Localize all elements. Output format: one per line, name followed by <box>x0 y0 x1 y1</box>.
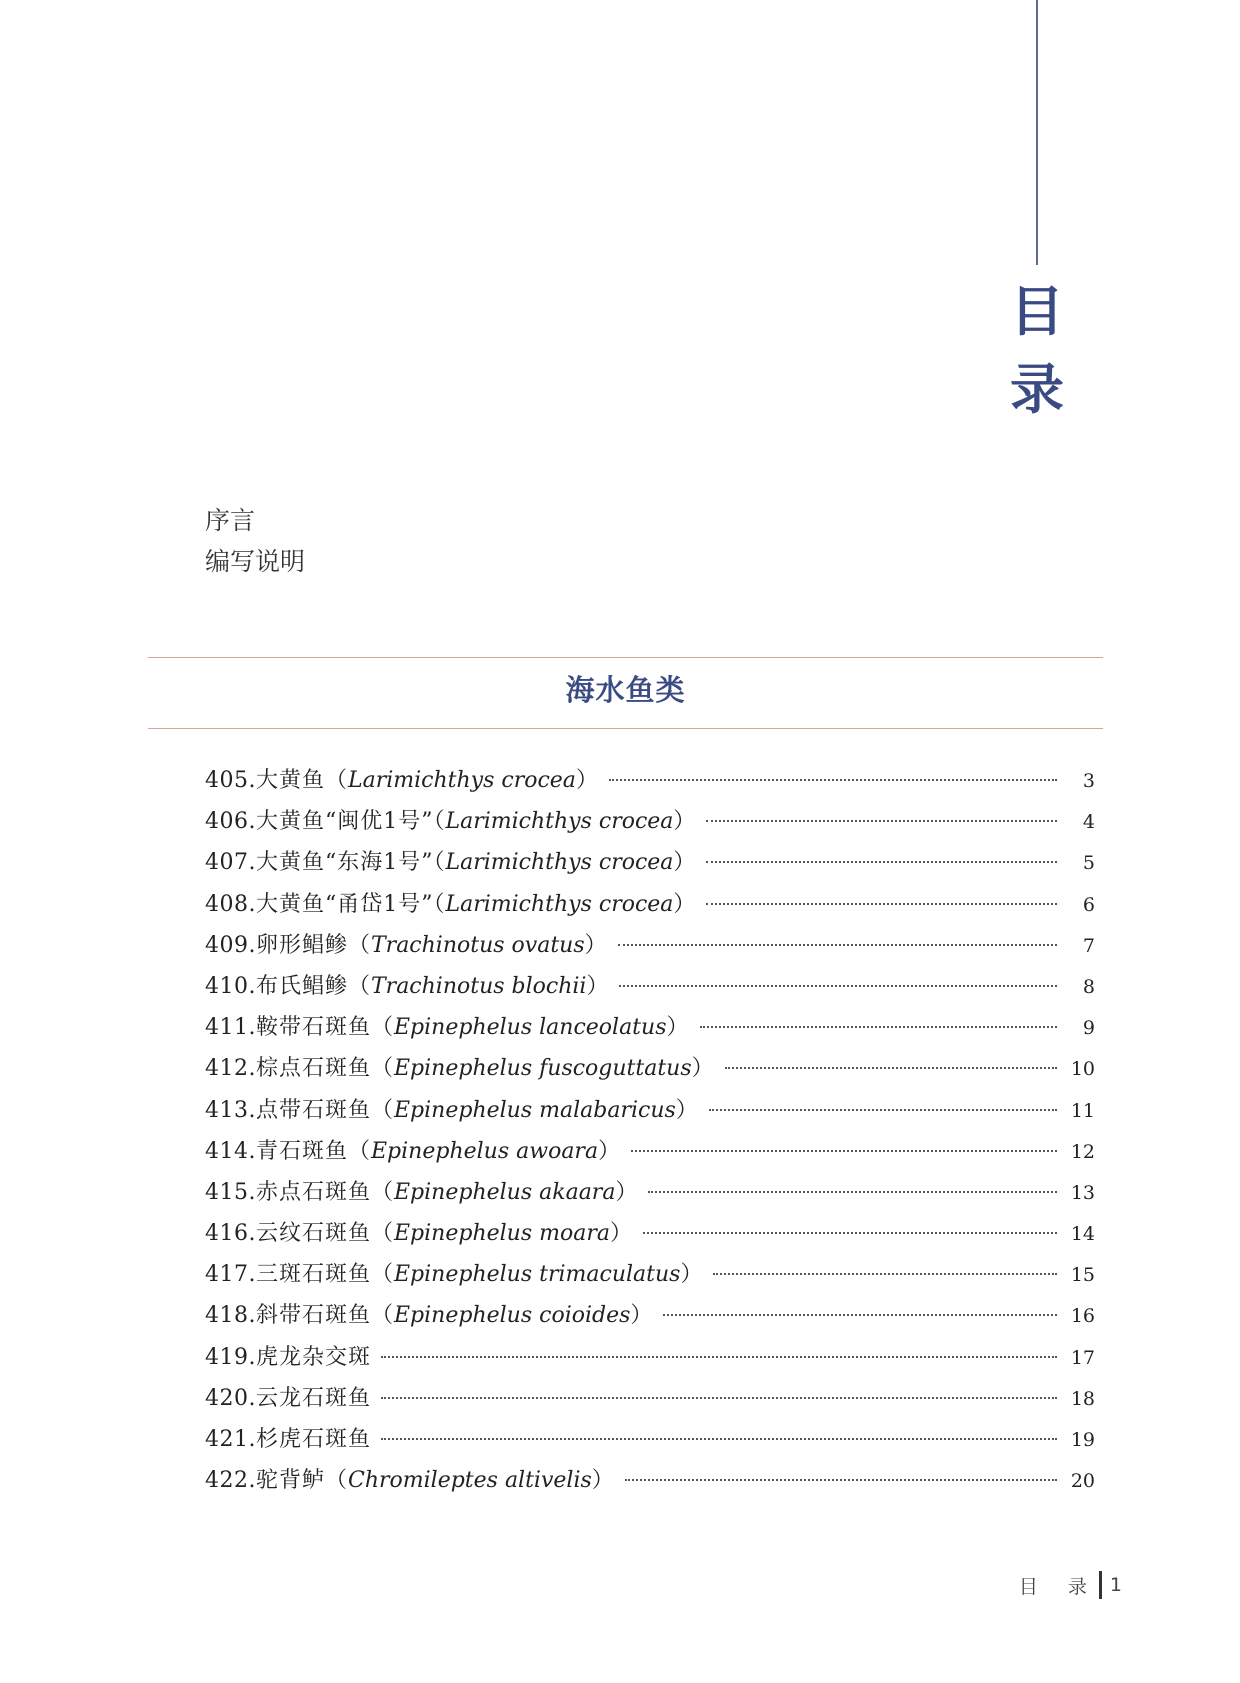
toc-leader-dots <box>700 1026 1057 1028</box>
toc-entry-latin-name: Epinephelus malabaricus <box>394 1097 676 1123</box>
toc-entry[interactable] <box>205 1422 1095 1463</box>
toc-entry[interactable] <box>205 1340 1095 1381</box>
toc-entry-chinese-name: 大黄鱼“闽优1号”（ <box>255 809 446 835</box>
toc-list <box>205 763 1095 1504</box>
page-title <box>1002 272 1072 428</box>
page-title-char-1: 目 <box>1010 279 1064 343</box>
toc-leader-dots <box>725 1067 1057 1069</box>
toc-entry-close-paren: ） <box>630 1303 654 1329</box>
toc-entry-page-number: 9 <box>1082 1017 1095 1040</box>
toc-entry-close-paren: ） <box>673 891 697 917</box>
section-rule-top <box>148 657 1103 658</box>
toc-entry-number: 412. <box>205 1056 256 1082</box>
toc-entry-number: 411. <box>205 1015 256 1041</box>
toc-entry-latin-name: Larimichthys crocea <box>445 809 674 835</box>
toc-entry[interactable] <box>205 1010 1095 1051</box>
toc-entry[interactable] <box>205 1298 1095 1339</box>
toc-leader-dots <box>609 779 1057 781</box>
toc-leader-dots <box>713 1273 1057 1275</box>
toc-entry-close-paren: ） <box>680 1262 704 1288</box>
page-title-char-2: 录 <box>1010 357 1064 421</box>
toc-entry-chinese-name: 云龙石斑鱼 <box>255 1385 371 1411</box>
toc-entry-page-number: 7 <box>1082 934 1095 957</box>
toc-entry-page-number: 4 <box>1082 811 1095 834</box>
toc-entry[interactable] <box>205 887 1095 928</box>
toc-entry[interactable] <box>205 1093 1095 1134</box>
footer-divider <box>1099 1571 1102 1599</box>
toc-entry-page-number: 17 <box>1070 1346 1095 1369</box>
toc-entry-latin-name: Epinephelus trimaculatus <box>394 1262 681 1288</box>
toc-entry-chinese-name: 大黄鱼（ <box>255 768 348 793</box>
toc-leader-dots <box>709 1109 1057 1111</box>
toc-entry-page-number: 16 <box>1070 1305 1095 1328</box>
toc-entry-number: 414. <box>205 1138 256 1164</box>
toc-leader-dots <box>381 1438 1057 1440</box>
toc-entry-close-paren: ） <box>673 809 697 835</box>
toc-entry-number: 417. <box>205 1262 256 1288</box>
toc-entry-close-paren: ） <box>591 1468 615 1494</box>
toc-entry-latin-name: Epinephelus moara <box>394 1221 610 1247</box>
footer-page-number: 1 <box>1109 1574 1122 1596</box>
toc-entry-chinese-name: 驼背鲈（ <box>255 1468 348 1494</box>
toc-leader-dots <box>706 861 1057 863</box>
toc-entry-close-paren: ） <box>691 1056 715 1082</box>
toc-entry[interactable] <box>205 969 1095 1010</box>
toc-entry-close-paren: ） <box>584 932 608 958</box>
toc-entry-chinese-name: 卵形鲳鲹（ <box>255 932 371 958</box>
toc-entry[interactable] <box>205 1134 1095 1175</box>
section-rule-bottom <box>148 728 1103 729</box>
toc-entry-close-paren: ） <box>666 1015 690 1041</box>
toc-entry-latin-name: Trachinotus ovatus <box>371 932 585 958</box>
toc-entry-latin-name: Epinephelus akaara <box>394 1179 616 1205</box>
front-matter-writing-notes[interactable]: 编写说明 <box>205 547 306 576</box>
toc-entry-number: 420. <box>205 1385 256 1411</box>
decorative-vertical-line <box>1036 0 1038 265</box>
footer-label: 目 录 <box>1018 1575 1099 1598</box>
toc-entry-chinese-name: 大黄鱼“甬岱1号”（ <box>255 891 446 917</box>
toc-entry-number: 408. <box>205 891 256 917</box>
toc-entry-number: 418. <box>205 1303 256 1329</box>
toc-entry-chinese-name: 点带石斑鱼（ <box>255 1097 394 1123</box>
toc-entry-page-number: 11 <box>1070 1099 1095 1122</box>
toc-entry-number: 409. <box>205 932 256 958</box>
toc-entry-chinese-name: 大黄鱼“东海1号”（ <box>255 850 446 876</box>
toc-entry-close-paren: ） <box>586 973 610 999</box>
toc-entry-latin-name: Larimichthys crocea <box>348 768 576 793</box>
toc-leader-dots <box>648 1191 1057 1193</box>
toc-entry[interactable] <box>205 1175 1095 1216</box>
toc-leader-dots <box>631 1150 1057 1152</box>
toc-entry-page-number: 19 <box>1070 1429 1095 1451</box>
toc-leader-dots <box>643 1232 1057 1234</box>
toc-leader-dots <box>381 1356 1057 1358</box>
front-matter-list <box>205 500 305 582</box>
page-footer <box>1019 1571 1122 1599</box>
toc-entry-page-number: 10 <box>1070 1058 1095 1081</box>
toc-entry-page-number: 20 <box>1070 1470 1095 1493</box>
toc-entry[interactable] <box>205 763 1095 804</box>
toc-entry-number: 407. <box>205 850 256 876</box>
toc-entry-chinese-name: 赤点石斑鱼（ <box>255 1179 394 1205</box>
toc-entry-page-number: 6 <box>1082 893 1095 916</box>
toc-entry-chinese-name: 虎龙杂交斑 <box>255 1344 371 1370</box>
toc-entry-page-number: 3 <box>1082 770 1095 792</box>
toc-leader-dots <box>706 820 1057 822</box>
toc-entry-number: 413. <box>205 1097 256 1123</box>
section-title: 海水鱼类 <box>565 673 686 707</box>
toc-entry-number: 405. <box>205 768 256 793</box>
toc-entry-number: 406. <box>205 809 256 835</box>
toc-entry-number: 416. <box>205 1221 256 1247</box>
front-matter-preface[interactable]: 序言 <box>205 506 256 535</box>
toc-entry-latin-name: Chromileptes altivelis <box>348 1468 592 1494</box>
toc-entry-number: 415. <box>205 1179 256 1205</box>
toc-entry-chinese-name: 布氏鲳鲹（ <box>255 973 371 999</box>
toc-entry[interactable] <box>205 804 1095 845</box>
toc-entry-close-paren: ） <box>598 1138 622 1164</box>
toc-entry[interactable] <box>205 1257 1095 1298</box>
toc-entry-page-number: 14 <box>1070 1223 1095 1246</box>
toc-entry-number: 421. <box>205 1427 256 1452</box>
toc-entry-number: 422. <box>205 1468 256 1494</box>
toc-entry-number: 410. <box>205 973 256 999</box>
toc-entry-latin-name: Epinephelus awoara <box>371 1138 599 1164</box>
toc-entry-close-paren: ） <box>673 850 697 876</box>
toc-entry-page-number: 8 <box>1082 975 1095 998</box>
toc-leader-dots <box>706 903 1057 905</box>
toc-entry-page-number: 5 <box>1082 852 1095 875</box>
toc-leader-dots <box>381 1397 1057 1399</box>
toc-leader-dots <box>618 944 1057 946</box>
toc-entry-chinese-name: 青石斑鱼（ <box>255 1138 371 1164</box>
toc-entry-chinese-name: 三斑石斑鱼（ <box>255 1262 394 1288</box>
toc-entry-chinese-name: 棕点石斑鱼（ <box>255 1056 394 1082</box>
toc-entry-latin-name: Epinephelus lanceolatus <box>394 1015 667 1041</box>
toc-entry[interactable] <box>205 1216 1095 1257</box>
toc-leader-dots <box>625 1479 1057 1481</box>
toc-entry-latin-name: Larimichthys crocea <box>445 850 674 876</box>
toc-entry-page-number: 18 <box>1070 1387 1095 1410</box>
toc-entry-close-paren: ） <box>575 768 599 793</box>
toc-entry-latin-name: Trachinotus blochii <box>371 973 587 999</box>
toc-entry-latin-name: Epinephelus fuscoguttatus <box>394 1056 692 1082</box>
toc-leader-dots <box>619 985 1057 987</box>
toc-entry[interactable] <box>205 1381 1095 1422</box>
toc-entry[interactable] <box>205 1051 1095 1092</box>
toc-entry[interactable] <box>205 928 1095 969</box>
toc-entry[interactable] <box>205 845 1095 886</box>
toc-leader-dots <box>663 1314 1057 1316</box>
toc-entry-chinese-name: 云纹石斑鱼（ <box>255 1221 394 1247</box>
toc-entry-chinese-name: 斜带石斑鱼（ <box>255 1303 394 1329</box>
toc-entry-chinese-name: 杉虎石斑鱼 <box>255 1427 371 1452</box>
toc-entry-latin-name: Epinephelus coioides <box>394 1303 631 1329</box>
toc-entry-number: 419. <box>205 1344 256 1370</box>
toc-entry-chinese-name: 鞍带石斑鱼（ <box>255 1015 394 1041</box>
toc-entry-page-number: 15 <box>1070 1264 1095 1287</box>
toc-entry-latin-name: Larimichthys crocea <box>445 891 674 917</box>
toc-entry-page-number: 13 <box>1070 1181 1095 1204</box>
toc-entry-close-paren: ） <box>675 1097 699 1123</box>
toc-entry-page-number: 12 <box>1070 1140 1095 1163</box>
toc-entry[interactable] <box>205 1463 1095 1504</box>
toc-entry-close-paren: ） <box>609 1221 633 1247</box>
toc-entry-close-paren: ） <box>615 1179 639 1205</box>
